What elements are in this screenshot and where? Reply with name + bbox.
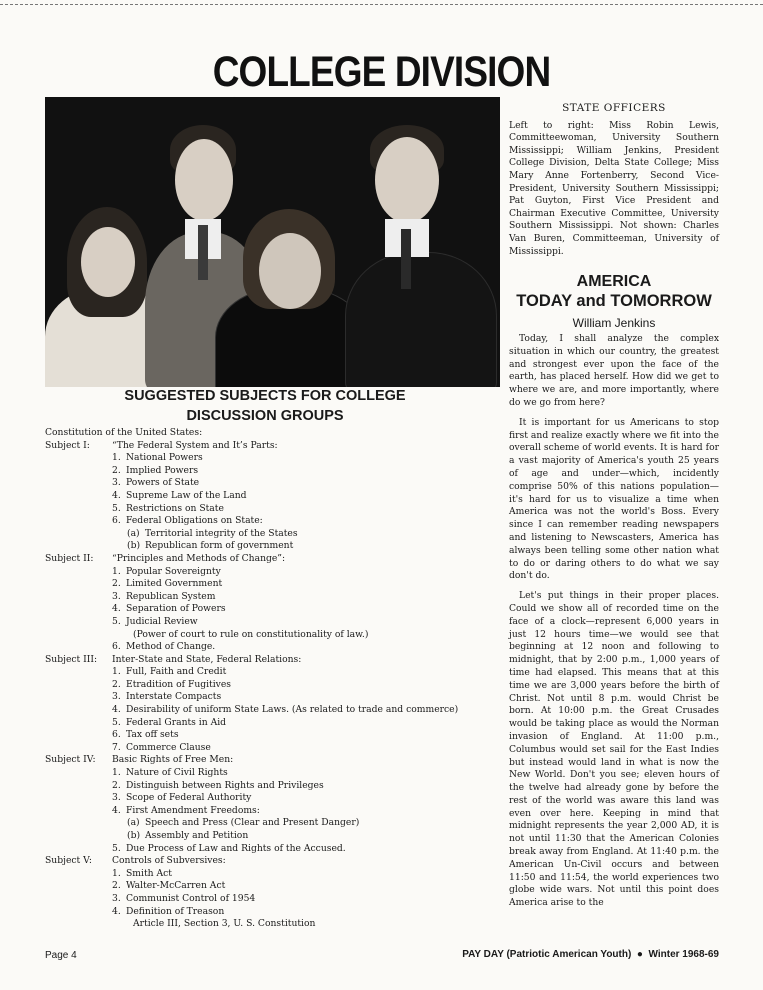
item-text: Republican System (126, 590, 216, 602)
item-number: 2. (112, 464, 121, 476)
footer-publication (462, 949, 719, 960)
outline-item (45, 490, 505, 503)
item-text: Federal Grants in Aid (126, 716, 227, 728)
item-text: Limited Government (126, 578, 223, 590)
officers-photo (45, 97, 500, 387)
item-number: 2. (112, 880, 121, 892)
subject-label: Subject III: (45, 653, 98, 665)
subject-title: “The Federal System and It’s Parts: (112, 439, 278, 451)
publication-name: PAY DAY (Patriotic American Youth) (462, 949, 632, 960)
article-author: William Jenkins (572, 316, 656, 330)
outline-item (45, 704, 505, 717)
item-text: Communist Control of 1954 (126, 892, 256, 904)
item-number: 5. (112, 716, 121, 728)
subjects-heading (95, 386, 435, 426)
item-number: 4. (112, 704, 121, 716)
person-second-tie (198, 225, 208, 280)
subject-heading-row (45, 754, 505, 767)
item-text: Powers of State (126, 477, 200, 489)
person-right-tie (401, 229, 411, 289)
item-number: 4. (112, 603, 121, 615)
item-number: 1. (112, 867, 121, 879)
subitem-text: Territorial integrity of the States (145, 527, 298, 539)
subject-title: “Principles and Methods of Change”: (112, 552, 286, 564)
item-text: Scope of Federal Authority (126, 792, 252, 804)
footer-bullet: ● (636, 949, 643, 960)
item-text: Definition of Treason (126, 905, 225, 917)
outline-item (45, 666, 505, 679)
subject-heading-row (45, 855, 505, 868)
item-text: Tax off sets (126, 729, 179, 741)
subitem-letter: (a) (127, 527, 140, 539)
item-number: 5. (112, 615, 121, 627)
outline-item (45, 767, 505, 780)
item-text: Interstate Compacts (126, 691, 222, 703)
subject-title: Inter-State and State, Federal Relations: (112, 653, 302, 665)
outline-subitem (45, 817, 505, 830)
item-number: 2. (112, 779, 121, 791)
item-text: Separation of Powers (126, 603, 226, 615)
item-number: 4. (112, 804, 121, 816)
item-number: 7. (112, 741, 121, 753)
outline-item (45, 679, 505, 692)
item-text: Popular Sovereignty (126, 565, 221, 577)
item-number: 6. (112, 729, 121, 741)
top-rule (0, 4, 763, 5)
person-center-face (259, 233, 321, 309)
officers-caption: Left to right: Miss Robin Lewis, Committeewoman, University Southern Mississippi; William Jenkins, President College Division, Delta State College; Miss Mary Anne Fortenberry, Second Vice-President, University Southern Mississippi; Pat Guyton, First Vice President and Chairman Executive Committee, University Southern Mississippi. Not shown: Charles Van Buren, Committeeman, University of Mississippi. (509, 119, 719, 257)
person-second-face (175, 139, 233, 221)
item-text: Due Process of Law and Rights of the Accused. (126, 842, 346, 854)
item-text: Smith Act (126, 867, 172, 879)
article-title-line1: AMERICA (576, 273, 652, 290)
article-title-line2: TODAY and TOMORROW (516, 292, 712, 310)
item-number: 2. (112, 578, 121, 590)
subject-title: Controls of Subversives: (112, 855, 226, 867)
subject-heading-row (45, 440, 505, 453)
outline-item (45, 729, 505, 742)
subitem-letter: (a) (127, 817, 140, 829)
article-paragraph: Today, I shall analyze the complex situation in which our country, the greatest and strongest ever upon the face of the earth, has placed herself. How did we get to where we are, and more importantly, where do we go from here? (509, 333, 719, 408)
note-text: Article III, Section 3, U. S. Constitution (133, 918, 316, 930)
outline-subitem (45, 528, 505, 541)
subitem-text: Republican form of government (145, 540, 294, 552)
item-number: 5. (112, 842, 121, 854)
outline-item (45, 503, 505, 516)
item-number: 1. (112, 565, 121, 577)
subject-heading-row (45, 654, 505, 667)
item-number: 3. (112, 691, 121, 703)
outline-item (45, 515, 505, 528)
outline-item (45, 566, 505, 579)
officers-caption-block (509, 102, 719, 258)
outline-item (45, 880, 505, 893)
item-text: Nature of Civil Rights (126, 767, 228, 779)
subject-label: Subject IV: (45, 754, 96, 766)
article-body (509, 333, 719, 917)
item-number: 2. (112, 678, 121, 690)
outline-item (45, 893, 505, 906)
item-text: Federal Obligations on State: (126, 515, 263, 527)
person-left-face (81, 227, 135, 297)
outline-item (45, 742, 505, 755)
page-title: COLLEGE DIVISION (212, 48, 551, 96)
item-number: 1. (112, 767, 121, 779)
outline-item (45, 805, 505, 818)
outline-item (45, 691, 505, 704)
article-paragraph: Let's put things in their proper places. Could we show all of recorded time on the face of a clock—represent 6,000 years in just 12 hours time—we would see that beginning at 12 noon and following to midnight, that by 2:00 p.m., 1,000 years of time had elapsed. This means that at this time we are 3,000 years before the birth of Christ. Not until 8 p.m. would Christ be born. At 10:00 p.m. the Great Crusades would be taking place as would the Norman invasion of England. At 11:00 p.m., Columbus would set sail for the East Indies but instead would land in what is now the New World. Don't you see; eleven hours of the twelve had already gone by before the rest of the world was aware this land was even over here. Keeping in mind that midnight represents the year 2,000 AD, it is not until 11:30 that the American Colonies break away from England. At 11:40 p.m. the American Un-Civil occurs and between 11:50 and 11:54, the world experiences two globe wide wars. Not until this point does America arise to the (509, 590, 719, 909)
subjects-outline (45, 427, 505, 931)
subject-label: Subject II: (45, 552, 94, 564)
outline-item (45, 906, 505, 919)
subject-heading-row (45, 553, 505, 566)
article-paragraph: It is important for us Americans to stop first and realize exactly where we fit into the overall scheme of world events. It is hard for a vast majority of America's youth 25 years of age and under—which, incidently comprise 50% of this nations population—it's hard for us to visualize a time when America was not the world's Boss. Every since I can remember reading newspapers and listening to Newscasters, America has always been telling some other nation what to do or daring others to do what we say don't do. (509, 416, 719, 582)
item-text: National Powers (126, 452, 203, 464)
subitem-text: Assembly and Petition (145, 830, 249, 841)
outline-item (45, 477, 505, 490)
person-right-body (345, 252, 497, 387)
subjects-heading-line1: SUGGESTED SUBJECTS FOR COLLEGE (124, 388, 406, 404)
item-number: 3. (112, 477, 121, 489)
item-text: Judicial Review (126, 615, 198, 627)
item-number: 6. (112, 641, 121, 653)
item-text: Distinguish between Rights and Privileges (126, 779, 324, 791)
item-text: Walter-McCarren Act (126, 880, 226, 892)
outline-item (45, 792, 505, 805)
outline-item (45, 603, 505, 616)
outline-item (45, 591, 505, 604)
officers-heading: STATE OFFICERS (562, 102, 666, 114)
outline-intro: Constitution of the United States: (45, 427, 203, 438)
item-number: 1. (112, 666, 121, 678)
item-number: 4. (112, 905, 121, 917)
subject-label: Subject I: (45, 439, 90, 451)
item-text: Etradition of Fugitives (126, 678, 232, 690)
outline-item (45, 868, 505, 881)
outline-item (45, 578, 505, 591)
subitem-letter: (b) (127, 540, 141, 552)
item-number: 6. (112, 515, 121, 527)
item-text: Implied Powers (126, 464, 199, 476)
item-number: 1. (112, 452, 121, 464)
item-number: 3. (112, 792, 121, 804)
item-number: 3. (112, 590, 121, 602)
outline-item (45, 641, 505, 654)
note-text: (Power of court to rule on constitutionality of law.) (133, 628, 369, 640)
person-right-face (375, 137, 439, 223)
subject-title: Basic Rights of Free Men: (112, 754, 234, 766)
item-text: First Amendment Freedoms: (126, 804, 260, 816)
item-text: Desirability of uniform State Laws. (As related to trade and commerce) (126, 704, 459, 716)
item-text: Method of Change. (126, 641, 216, 653)
outline-note (45, 918, 505, 931)
subitem-letter: (b) (127, 830, 141, 841)
page-number: Page 4 (45, 950, 77, 961)
outline-subitem (45, 540, 505, 553)
issue-date: Winter 1968-69 (648, 949, 719, 960)
item-number: 3. (112, 892, 121, 904)
outline-item (45, 780, 505, 793)
outline-note (45, 629, 505, 642)
item-text: Restrictions on State (126, 502, 224, 514)
item-number: 5. (112, 502, 121, 514)
item-text: Full, Faith and Credit (126, 666, 227, 678)
outline-item (45, 616, 505, 629)
subitem-text: Speech and Press (Clear and Present Danger) (145, 817, 360, 829)
outline-item (45, 717, 505, 730)
subject-label: Subject V: (45, 855, 92, 867)
outline-item (45, 465, 505, 478)
outline-item (45, 843, 505, 856)
outline-item (45, 452, 505, 465)
item-text: Commerce Clause (126, 741, 211, 753)
item-number: 4. (112, 489, 121, 501)
item-text: Supreme Law of the Land (126, 489, 247, 501)
subjects-heading-line2: DISCUSSION GROUPS (186, 408, 344, 424)
outline-subitem (45, 830, 505, 843)
